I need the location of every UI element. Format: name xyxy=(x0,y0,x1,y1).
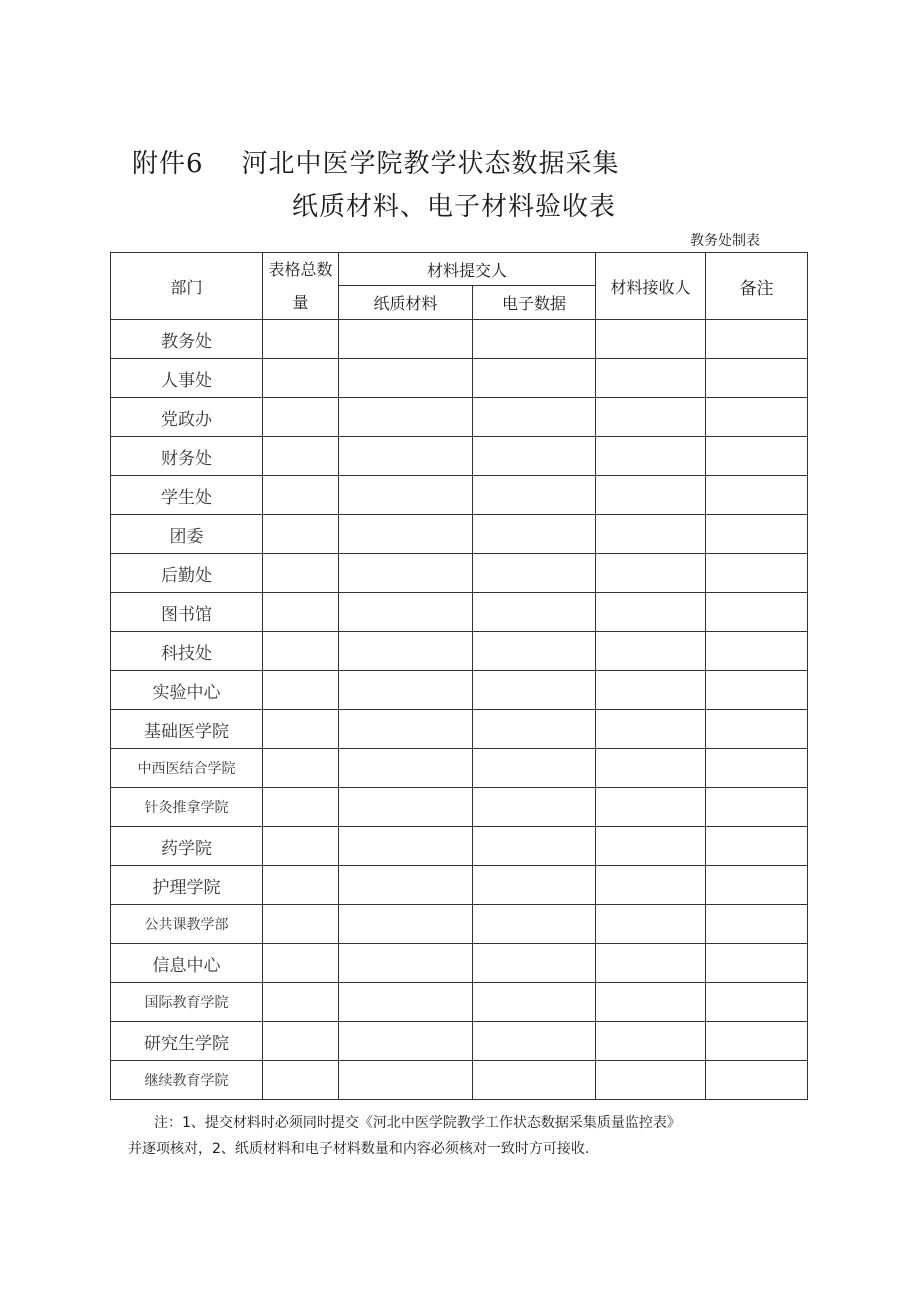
table-row xyxy=(111,359,808,398)
blank-cell xyxy=(706,515,808,554)
department-name: 党政办 xyxy=(111,398,263,437)
blank-cell xyxy=(339,827,473,866)
blank-cell xyxy=(596,749,706,788)
blank-cell xyxy=(706,944,808,983)
blank-cell xyxy=(473,359,596,398)
department-name: 后勤处 xyxy=(111,554,263,593)
maker-label: 教务处制表 xyxy=(690,233,760,249)
blank-cell xyxy=(473,710,596,749)
blank-cell xyxy=(596,515,706,554)
blank-cell xyxy=(263,671,339,710)
blank-cell xyxy=(473,1061,596,1100)
table-row xyxy=(111,476,808,515)
blank-cell xyxy=(706,359,808,398)
document-title: 河北中医学院教学状态数据采集 xyxy=(241,149,620,179)
blank-cell xyxy=(596,437,706,476)
blank-cell xyxy=(339,398,473,437)
department-name: 针灸推拿学院 xyxy=(111,788,263,827)
blank-cell xyxy=(263,944,339,983)
header-remark: 备注 xyxy=(706,253,808,320)
department-name: 团委 xyxy=(111,515,263,554)
blank-cell xyxy=(339,554,473,593)
blank-cell xyxy=(596,905,706,944)
blank-cell xyxy=(596,944,706,983)
blank-cell xyxy=(339,788,473,827)
department-name: 药学院 xyxy=(111,827,263,866)
blank-cell xyxy=(339,983,473,1022)
blank-cell xyxy=(263,866,339,905)
blank-cell xyxy=(473,1022,596,1061)
blank-cell xyxy=(706,1022,808,1061)
title-line-1 xyxy=(132,143,620,180)
blank-cell xyxy=(473,866,596,905)
blank-cell xyxy=(263,710,339,749)
blank-cell xyxy=(339,593,473,632)
blank-cell xyxy=(706,983,808,1022)
blank-cell xyxy=(339,749,473,788)
blank-cell xyxy=(339,710,473,749)
blank-cell xyxy=(596,788,706,827)
blank-cell xyxy=(596,632,706,671)
department-name: 继续教育学院 xyxy=(111,1061,263,1100)
blank-cell xyxy=(473,905,596,944)
table-row xyxy=(111,398,808,437)
blank-cell xyxy=(263,593,339,632)
blank-cell xyxy=(706,632,808,671)
header-receiver: 材料接收人 xyxy=(596,253,706,320)
table-row xyxy=(111,515,808,554)
blank-cell xyxy=(596,476,706,515)
blank-cell xyxy=(339,671,473,710)
blank-cell xyxy=(473,593,596,632)
blank-cell xyxy=(706,827,808,866)
blank-cell xyxy=(473,437,596,476)
blank-cell xyxy=(263,905,339,944)
blank-cell xyxy=(263,1061,339,1100)
blank-cell xyxy=(706,476,808,515)
department-name: 研究生学院 xyxy=(111,1022,263,1061)
table-row xyxy=(111,554,808,593)
table-row xyxy=(111,788,808,827)
blank-cell xyxy=(263,398,339,437)
blank-cell xyxy=(339,944,473,983)
blank-cell xyxy=(473,320,596,359)
blank-cell xyxy=(473,476,596,515)
attachment-label: 附件6 xyxy=(132,149,204,179)
department-name: 实验中心 xyxy=(111,671,263,710)
blank-cell xyxy=(339,437,473,476)
blank-cell xyxy=(596,554,706,593)
table-row xyxy=(111,749,808,788)
blank-cell xyxy=(596,593,706,632)
blank-cell xyxy=(596,827,706,866)
blank-cell xyxy=(339,515,473,554)
blank-cell xyxy=(473,788,596,827)
footnote-line-2: 并逐项核对，2、纸质材料和电子材料数量和内容必须核对一致时方可接收. xyxy=(128,1141,590,1157)
blank-cell xyxy=(339,1061,473,1100)
blank-cell xyxy=(339,476,473,515)
table-row xyxy=(111,632,808,671)
blank-cell xyxy=(473,671,596,710)
blank-cell xyxy=(263,359,339,398)
blank-cell xyxy=(263,320,339,359)
blank-cell xyxy=(263,632,339,671)
header-department: 部门 xyxy=(111,253,263,320)
footnote xyxy=(128,1110,768,1162)
table-row xyxy=(111,710,808,749)
blank-cell xyxy=(706,437,808,476)
blank-cell xyxy=(339,632,473,671)
table-row xyxy=(111,593,808,632)
blank-cell xyxy=(596,359,706,398)
blank-cell xyxy=(263,476,339,515)
blank-cell xyxy=(339,866,473,905)
blank-cell xyxy=(706,749,808,788)
department-name: 信息中心 xyxy=(111,944,263,983)
department-name: 国际教育学院 xyxy=(111,983,263,1022)
blank-cell xyxy=(339,359,473,398)
blank-cell xyxy=(263,1022,339,1061)
department-name: 公共课教学部 xyxy=(111,905,263,944)
header-total-count: 表格总数量 xyxy=(263,253,339,320)
table-row xyxy=(111,944,808,983)
department-name: 教务处 xyxy=(111,320,263,359)
blank-cell xyxy=(263,515,339,554)
blank-cell xyxy=(473,944,596,983)
blank-cell xyxy=(473,515,596,554)
header-electronic: 电子数据 xyxy=(473,286,596,320)
table-body xyxy=(111,320,808,1100)
blank-cell xyxy=(473,827,596,866)
department-name: 图书馆 xyxy=(111,593,263,632)
blank-cell xyxy=(706,320,808,359)
blank-cell xyxy=(596,983,706,1022)
department-name: 科技处 xyxy=(111,632,263,671)
department-name: 学生处 xyxy=(111,476,263,515)
department-name: 人事处 xyxy=(111,359,263,398)
blank-cell xyxy=(706,671,808,710)
blank-cell xyxy=(263,437,339,476)
blank-cell xyxy=(263,827,339,866)
table-row xyxy=(111,1022,808,1061)
table-row xyxy=(111,866,808,905)
blank-cell xyxy=(473,632,596,671)
footnote-line-1: 注：1、提交材料时必须同时提交《河北中医学院教学工作状态数据采集质量监控表》 xyxy=(154,1115,681,1131)
blank-cell xyxy=(706,593,808,632)
blank-cell xyxy=(473,398,596,437)
blank-cell xyxy=(473,749,596,788)
department-name: 中西医结合学院 xyxy=(111,749,263,788)
blank-cell xyxy=(596,1022,706,1061)
blank-cell xyxy=(339,320,473,359)
blank-cell xyxy=(263,983,339,1022)
blank-cell xyxy=(473,983,596,1022)
blank-cell xyxy=(263,749,339,788)
blank-cell xyxy=(473,554,596,593)
department-name: 基础医学院 xyxy=(111,710,263,749)
blank-cell xyxy=(706,398,808,437)
blank-cell xyxy=(706,905,808,944)
department-name: 财务处 xyxy=(111,437,263,476)
table-row xyxy=(111,1061,808,1100)
header-submitter: 材料提交人 xyxy=(339,253,596,286)
table-row xyxy=(111,983,808,1022)
blank-cell xyxy=(596,398,706,437)
header-paper: 纸质材料 xyxy=(339,286,473,320)
blank-cell xyxy=(596,866,706,905)
table-row xyxy=(111,437,808,476)
blank-cell xyxy=(706,788,808,827)
table-row xyxy=(111,905,808,944)
blank-cell xyxy=(706,866,808,905)
acceptance-table xyxy=(110,252,808,1100)
blank-cell xyxy=(706,710,808,749)
blank-cell xyxy=(339,905,473,944)
document-subtitle: 纸质材料、电子材料验收表 xyxy=(292,192,617,222)
blank-cell xyxy=(263,554,339,593)
blank-cell xyxy=(596,671,706,710)
table-row xyxy=(111,320,808,359)
blank-cell xyxy=(263,788,339,827)
blank-cell xyxy=(706,554,808,593)
table-row xyxy=(111,671,808,710)
blank-cell xyxy=(596,710,706,749)
blank-cell xyxy=(596,1061,706,1100)
department-name: 护理学院 xyxy=(111,866,263,905)
table-row xyxy=(111,827,808,866)
blank-cell xyxy=(596,320,706,359)
blank-cell xyxy=(339,1022,473,1061)
blank-cell xyxy=(706,1061,808,1100)
